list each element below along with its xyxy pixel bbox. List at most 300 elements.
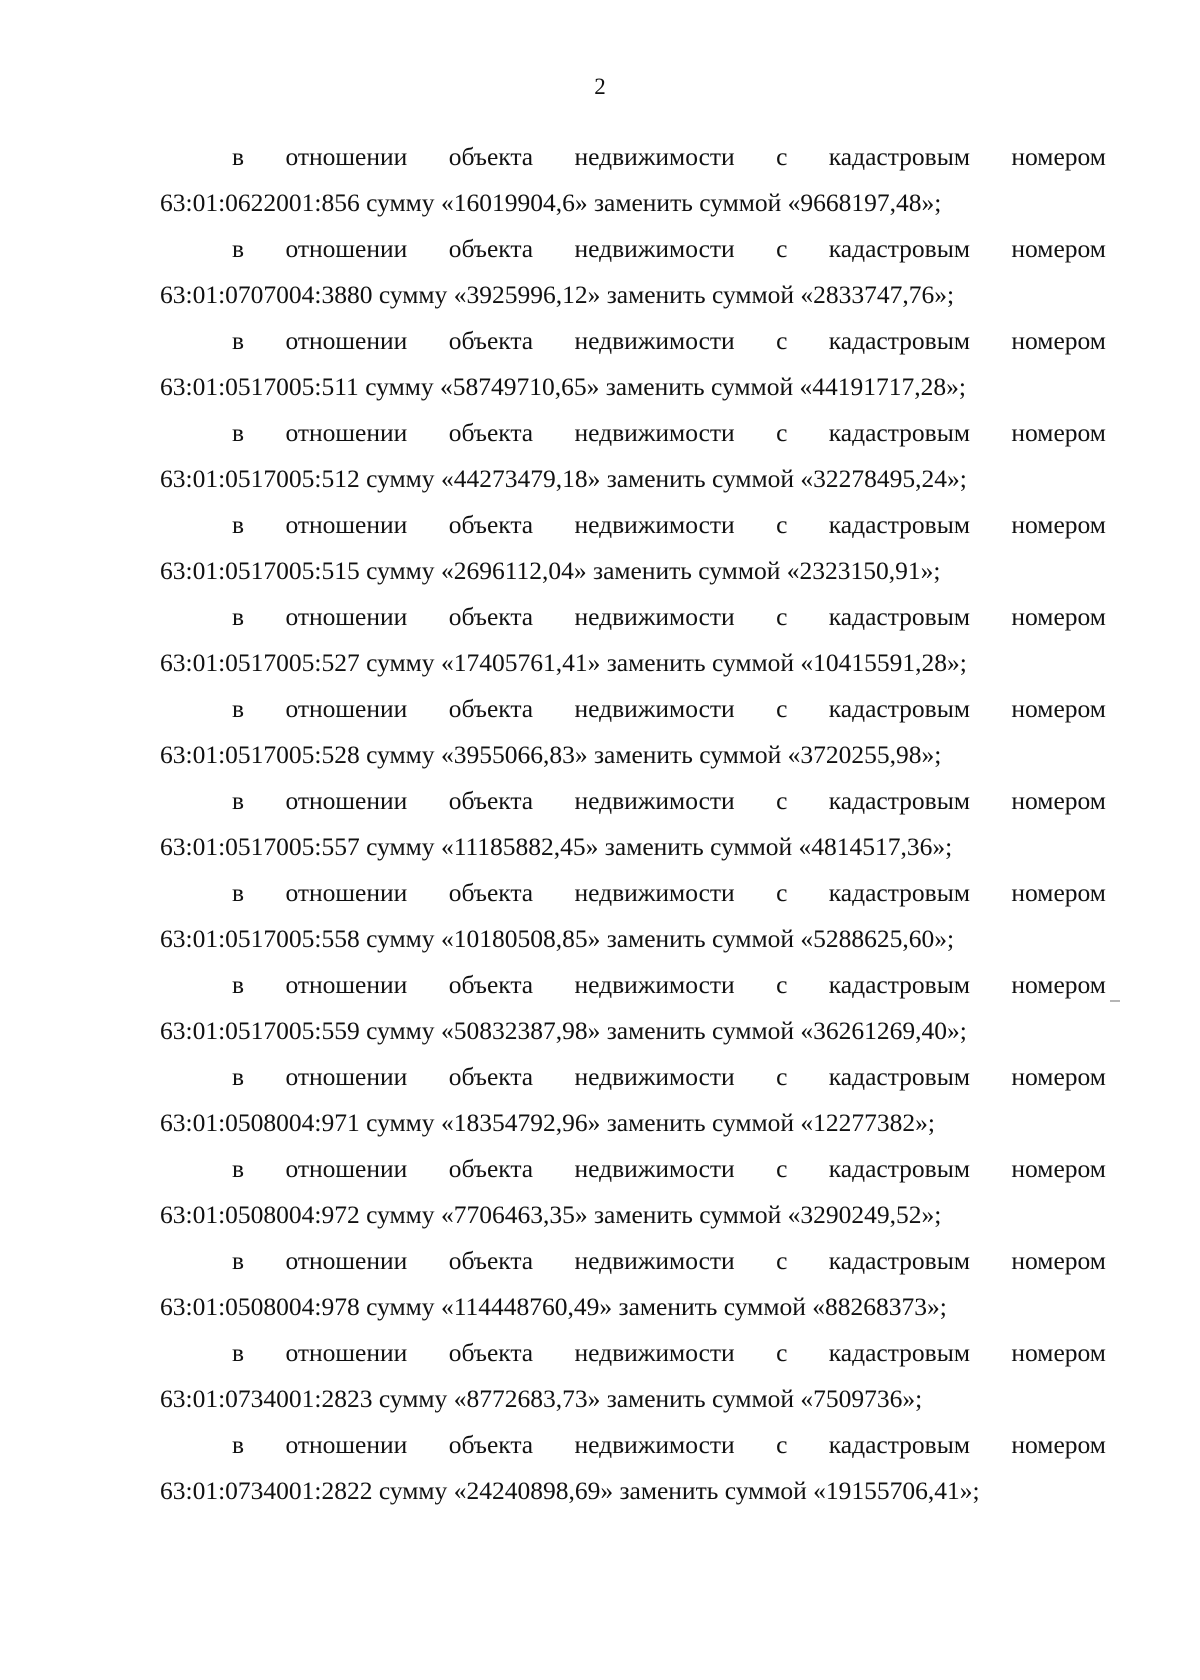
- cadastral-number: 63:01:0517005:559: [160, 1016, 360, 1045]
- clause-word: кадастровым: [828, 602, 970, 631]
- clause-word: объекта: [448, 234, 534, 263]
- new-amount: 4814517,36: [811, 832, 933, 861]
- sum-word: сумму: [366, 464, 435, 493]
- old-amount: 58749710,65: [452, 372, 587, 401]
- clause-word: недвижимости: [574, 694, 735, 723]
- clause-word: недвижимости: [574, 786, 735, 815]
- clause-word: кадастровым: [828, 418, 970, 447]
- paragraph-first-line: [160, 1238, 1106, 1284]
- old-amount: 114448760,49: [453, 1292, 600, 1321]
- end-mark: ;: [947, 924, 955, 953]
- clause-word: отношении: [285, 602, 408, 631]
- replace-phrase: заменить суммой: [593, 740, 782, 769]
- end-mark: ;: [939, 1292, 947, 1321]
- clause-word: номером: [1011, 786, 1106, 815]
- sum-word: сумму: [366, 832, 435, 861]
- end-mark: ;: [959, 1016, 967, 1045]
- open-quote: «: [813, 1476, 826, 1505]
- replace-phrase: заменить суммой: [606, 464, 795, 493]
- replace-phrase: заменить суммой: [606, 648, 795, 677]
- open-quote: «: [800, 280, 814, 309]
- paragraph-second-line: [160, 916, 1106, 962]
- clause-word: номером: [1011, 1338, 1106, 1367]
- end-mark: ;: [959, 464, 967, 493]
- open-quote: «: [800, 464, 814, 493]
- close-quote: »: [586, 372, 600, 401]
- amendment-paragraph: [160, 1330, 1106, 1422]
- open-quote: «: [800, 1016, 814, 1045]
- clause-word: кадастровым: [828, 1430, 970, 1459]
- clause-word: объекта: [448, 1430, 534, 1459]
- clause-word: с: [776, 970, 788, 999]
- clause-word: объекта: [448, 878, 534, 907]
- open-quote: «: [440, 832, 454, 861]
- close-quote: »: [574, 188, 588, 217]
- sum-word: сумму: [366, 1108, 435, 1137]
- open-quote: «: [440, 924, 454, 953]
- replace-phrase: заменить суммой: [604, 832, 793, 861]
- amendment-paragraph: [160, 1146, 1106, 1238]
- clause-word: недвижимости: [574, 1154, 735, 1183]
- clause-word: с: [776, 1062, 788, 1091]
- close-quote: »: [574, 1200, 588, 1229]
- amendment-paragraph: [160, 318, 1106, 410]
- replace-phrase: заменить суммой: [619, 1476, 807, 1505]
- replace-phrase: заменить суммой: [606, 924, 795, 953]
- clause-word: объекта: [448, 418, 534, 447]
- cadastral-number: 63:01:0517005:512: [160, 464, 360, 493]
- cadastral-number: 63:01:0734001:2822: [160, 1476, 373, 1505]
- open-quote: «: [799, 372, 813, 401]
- paragraph-first-line: [160, 318, 1106, 364]
- paragraph-first-line: [160, 594, 1106, 640]
- cadastral-number: 63:01:0517005:557: [160, 832, 360, 861]
- open-quote: «: [453, 280, 467, 309]
- clause-word: недвижимости: [574, 1338, 735, 1367]
- sum-word: сумму: [366, 648, 435, 677]
- clause-word: номером: [1011, 694, 1106, 723]
- clause-word: отношении: [285, 234, 408, 263]
- clause-word: с: [776, 142, 788, 171]
- cadastral-number: 63:01:0517005:527: [160, 648, 360, 677]
- clause-word: отношении: [285, 418, 408, 447]
- clause-word: кадастровым: [828, 878, 970, 907]
- clause-word: недвижимости: [574, 1062, 735, 1091]
- open-quote: «: [786, 556, 800, 585]
- replace-phrase: заменить суммой: [593, 556, 781, 585]
- cadastral-number: 63:01:0508004:978: [160, 1292, 360, 1321]
- clause-word: номером: [1011, 1430, 1106, 1459]
- clause-word: кадастровым: [828, 1062, 970, 1091]
- open-quote: «: [800, 1108, 814, 1137]
- clause-word: в: [232, 142, 245, 171]
- end-mark: ;: [934, 1200, 942, 1229]
- clause-word: в: [232, 602, 245, 631]
- clause-word: кадастровым: [828, 786, 970, 815]
- cadastral-number: 63:01:0517005:558: [160, 924, 360, 953]
- clause-word: кадастровым: [828, 142, 970, 171]
- clause-word: в: [232, 1246, 245, 1275]
- clause-word: объекта: [448, 1062, 534, 1091]
- old-amount: 7706463,35: [453, 1200, 575, 1229]
- cadastral-number: 63:01:0517005:511: [160, 372, 359, 401]
- close-quote: »: [587, 1108, 601, 1137]
- clause-word: недвижимости: [574, 1430, 735, 1459]
- old-amount: 17405761,41: [453, 648, 588, 677]
- sum-word: сумму: [366, 1292, 435, 1321]
- paragraph-second-line: [160, 824, 1106, 870]
- paragraph-second-line: [160, 1468, 1106, 1514]
- open-quote: «: [787, 740, 801, 769]
- clause-word: отношении: [285, 326, 408, 355]
- clause-word: отношении: [285, 510, 408, 539]
- open-quote: «: [440, 464, 454, 493]
- open-quote: «: [798, 832, 812, 861]
- clause-word: с: [776, 418, 788, 447]
- amendment-paragraph: [160, 594, 1106, 686]
- clause-word: отношении: [285, 970, 408, 999]
- replace-phrase: заменить суммой: [606, 1108, 795, 1137]
- old-amount: 44273479,18: [453, 464, 588, 493]
- clause-word: объекта: [448, 1246, 534, 1275]
- clause-word: номером: [1011, 234, 1106, 263]
- close-quote: »: [926, 1292, 940, 1321]
- end-mark: ;: [915, 1384, 923, 1413]
- end-mark: ;: [947, 280, 955, 309]
- cadastral-number: 63:01:0517005:515: [160, 556, 360, 585]
- cadastral-number: 63:01:0707004:3880: [160, 280, 373, 309]
- paragraph-first-line: [160, 1422, 1106, 1468]
- clause-word: кадастровым: [828, 510, 970, 539]
- close-quote: »: [920, 556, 934, 585]
- close-quote: »: [921, 188, 935, 217]
- clause-word: номером: [1011, 1154, 1106, 1183]
- clause-word: объекта: [448, 510, 534, 539]
- old-amount: 50832387,98: [453, 1016, 588, 1045]
- old-amount: 2696112,04: [453, 556, 574, 585]
- new-amount: 3290249,52: [800, 1200, 922, 1229]
- clause-word: объекта: [448, 970, 534, 999]
- open-quote: «: [787, 1200, 801, 1229]
- new-amount: 3720255,98: [800, 740, 922, 769]
- clause-word: отношении: [285, 142, 408, 171]
- replace-phrase: заменить суммой: [606, 1016, 795, 1045]
- end-mark: ;: [959, 648, 967, 677]
- amendment-paragraph: [160, 502, 1106, 594]
- cadastral-number: 63:01:0622001:856: [160, 188, 360, 217]
- clause-word: недвижимости: [574, 970, 735, 999]
- scan-mark: [1110, 1000, 1120, 1002]
- close-quote: »: [947, 648, 960, 677]
- clause-word: номером: [1011, 1062, 1106, 1091]
- sum-word: сумму: [366, 1200, 435, 1229]
- clause-word: в: [232, 786, 245, 815]
- cadastral-number: 63:01:0517005:528: [160, 740, 360, 769]
- paragraph-first-line: [160, 1330, 1106, 1376]
- open-quote: «: [440, 1200, 454, 1229]
- paragraph-first-line: [160, 870, 1106, 916]
- close-quote: »: [921, 1200, 935, 1229]
- sum-word: сумму: [378, 1476, 448, 1505]
- clause-word: с: [776, 326, 788, 355]
- clause-word: номером: [1011, 970, 1106, 999]
- paragraph-second-line: [160, 1008, 1106, 1054]
- clause-word: кадастровым: [828, 234, 970, 263]
- paragraph-first-line: [160, 226, 1106, 272]
- open-quote: «: [440, 1108, 454, 1137]
- clause-word: номером: [1011, 418, 1106, 447]
- end-mark: ;: [934, 740, 942, 769]
- paragraph-second-line: [160, 1100, 1106, 1146]
- open-quote: «: [440, 1292, 454, 1321]
- new-amount: 36261269,40: [813, 1016, 948, 1045]
- sum-word: сумму: [366, 924, 435, 953]
- clause-word: объекта: [448, 142, 534, 171]
- open-quote: «: [453, 1384, 467, 1413]
- cadastral-number: 63:01:0508004:972: [160, 1200, 360, 1229]
- old-amount: 8772683,73: [466, 1384, 588, 1413]
- paragraph-first-line: [160, 1054, 1106, 1100]
- open-quote: «: [800, 924, 814, 953]
- sum-word: сумму: [378, 280, 448, 309]
- clause-word: в: [232, 1062, 245, 1091]
- open-quote: «: [440, 740, 454, 769]
- new-amount: 44191717,28: [812, 372, 947, 401]
- clause-word: недвижимости: [574, 326, 735, 355]
- close-quote: »: [587, 1384, 601, 1413]
- amendment-paragraph: [160, 226, 1106, 318]
- replace-phrase: заменить суммой: [593, 1200, 782, 1229]
- open-quote: «: [787, 188, 801, 217]
- clause-word: в: [232, 326, 245, 355]
- close-quote: »: [921, 740, 935, 769]
- new-amount: 10415591,28: [813, 648, 948, 677]
- clause-word: недвижимости: [574, 602, 735, 631]
- close-quote: »: [947, 1016, 960, 1045]
- close-quote: »: [587, 280, 601, 309]
- clause-word: в: [232, 510, 245, 539]
- end-mark: ;: [927, 1108, 936, 1137]
- paragraph-first-line: [160, 134, 1106, 180]
- old-amount: 24240898,69: [466, 1476, 601, 1505]
- clause-word: в: [232, 878, 245, 907]
- close-quote: »: [585, 832, 599, 861]
- clause-word: номером: [1011, 510, 1106, 539]
- close-quote: »: [587, 648, 601, 677]
- open-quote: «: [440, 648, 454, 677]
- amendment-paragraph: [160, 962, 1106, 1054]
- clause-word: кадастровым: [828, 1246, 970, 1275]
- clause-word: в: [232, 694, 245, 723]
- new-amount: 19155706,41: [825, 1476, 960, 1505]
- amendment-paragraph: [160, 1054, 1106, 1146]
- paragraph-second-line: [160, 640, 1106, 686]
- clause-word: недвижимости: [574, 510, 735, 539]
- clause-word: номером: [1011, 326, 1106, 355]
- close-quote: »: [587, 924, 601, 953]
- close-quote: »: [573, 556, 587, 585]
- clause-word: с: [776, 602, 788, 631]
- sum-word: сумму: [366, 1016, 435, 1045]
- amendment-paragraph: [160, 778, 1106, 870]
- paragraph-second-line: [160, 548, 1106, 594]
- clause-word: с: [776, 694, 788, 723]
- old-amount: 3925996,12: [466, 280, 588, 309]
- close-quote: »: [587, 1016, 601, 1045]
- cadastral-number: 63:01:0508004:971: [160, 1108, 360, 1137]
- amendment-paragraph: [160, 134, 1106, 226]
- paragraph-list: [160, 134, 1106, 1514]
- new-amount: 2323150,91: [799, 556, 921, 585]
- end-mark: ;: [934, 188, 942, 217]
- clause-word: в: [232, 970, 245, 999]
- close-quote: »: [934, 280, 948, 309]
- clause-word: с: [776, 234, 788, 263]
- open-quote: «: [453, 1476, 467, 1505]
- clause-word: недвижимости: [574, 1246, 735, 1275]
- open-quote: «: [440, 556, 454, 585]
- clause-word: с: [776, 1430, 788, 1459]
- sum-word: сумму: [365, 372, 434, 401]
- amendment-paragraph: [160, 686, 1106, 778]
- old-amount: 18354792,96: [453, 1108, 588, 1137]
- clause-word: недвижимости: [574, 142, 735, 171]
- clause-word: в: [232, 1338, 245, 1367]
- close-quote: »: [959, 1476, 973, 1505]
- clause-word: отношении: [285, 1062, 408, 1091]
- close-quote: »: [600, 1476, 614, 1505]
- new-amount: 9668197,48: [800, 188, 922, 217]
- amendment-paragraph: [160, 1422, 1106, 1514]
- paragraph-first-line: [160, 410, 1106, 456]
- cadastral-number: 63:01:0734001:2823: [160, 1384, 373, 1413]
- open-quote: «: [812, 1292, 825, 1321]
- clause-word: отношении: [285, 1246, 408, 1275]
- end-mark: ;: [945, 832, 953, 861]
- open-quote: «: [800, 1384, 814, 1413]
- clause-word: с: [776, 1154, 788, 1183]
- new-amount: 5288625,60: [813, 924, 935, 953]
- sum-word: сумму: [366, 188, 435, 217]
- paragraph-second-line: [160, 1284, 1106, 1330]
- clause-word: недвижимости: [574, 418, 735, 447]
- clause-word: кадастровым: [828, 1154, 970, 1183]
- clause-word: с: [776, 510, 788, 539]
- clause-word: в: [232, 234, 245, 263]
- paragraph-second-line: [160, 1192, 1106, 1238]
- clause-word: с: [776, 878, 788, 907]
- new-amount: 88268373: [824, 1292, 927, 1321]
- clause-word: номером: [1011, 142, 1106, 171]
- clause-word: в: [232, 1154, 245, 1183]
- paragraph-first-line: [160, 962, 1106, 1008]
- close-quote: »: [946, 372, 959, 401]
- end-mark: ;: [958, 372, 966, 401]
- open-quote: «: [440, 188, 454, 217]
- new-amount: 2833747,76: [813, 280, 935, 309]
- close-quote: »: [599, 1292, 613, 1321]
- clause-word: отношении: [285, 694, 408, 723]
- old-amount: 3955066,83: [453, 740, 575, 769]
- paragraph-second-line: [160, 732, 1106, 778]
- end-mark: ;: [933, 556, 941, 585]
- clause-word: номером: [1011, 1246, 1106, 1275]
- paragraph-second-line: [160, 1376, 1106, 1422]
- paragraph-second-line: [160, 456, 1106, 502]
- replace-phrase: заменить суммой: [618, 1292, 806, 1321]
- old-amount: 11185882,45: [453, 832, 586, 861]
- amendment-paragraph: [160, 870, 1106, 962]
- clause-word: недвижимости: [574, 878, 735, 907]
- clause-word: номером: [1011, 602, 1106, 631]
- clause-word: отношении: [285, 1430, 408, 1459]
- clause-word: номером: [1011, 878, 1106, 907]
- amendment-paragraph: [160, 410, 1106, 502]
- clause-word: кадастровым: [828, 1338, 970, 1367]
- paragraph-second-line: [160, 272, 1106, 318]
- clause-word: с: [776, 786, 788, 815]
- clause-word: с: [776, 1338, 788, 1367]
- sum-word: сумму: [366, 740, 435, 769]
- clause-word: недвижимости: [574, 234, 735, 263]
- clause-word: объекта: [448, 1338, 534, 1367]
- clause-word: отношении: [285, 1154, 408, 1183]
- close-quote: »: [587, 464, 601, 493]
- open-quote: «: [440, 1016, 454, 1045]
- clause-word: отношении: [285, 878, 408, 907]
- clause-word: отношении: [285, 1338, 408, 1367]
- replace-phrase: заменить суммой: [605, 372, 794, 401]
- close-quote: »: [932, 832, 946, 861]
- clause-word: с: [776, 1246, 788, 1275]
- paragraph-first-line: [160, 778, 1106, 824]
- amendment-paragraph: [160, 1238, 1106, 1330]
- new-amount: 7509736: [813, 1384, 903, 1413]
- paragraph-second-line: [160, 364, 1106, 410]
- replace-phrase: заменить суммой: [606, 1384, 795, 1413]
- clause-word: кадастровым: [828, 326, 970, 355]
- clause-word: объекта: [448, 694, 534, 723]
- replace-phrase: заменить суммой: [593, 188, 782, 217]
- clause-word: кадастровым: [828, 694, 970, 723]
- sum-word: сумму: [378, 1384, 448, 1413]
- paragraph-second-line: [160, 180, 1106, 226]
- open-quote: «: [800, 648, 814, 677]
- clause-word: в: [232, 1430, 245, 1459]
- close-quote: »: [902, 1384, 916, 1413]
- paragraph-first-line: [160, 502, 1106, 548]
- close-quote: »: [915, 1108, 928, 1137]
- page-number: 2: [594, 74, 606, 99]
- clause-word: объекта: [448, 786, 534, 815]
- new-amount: 32278495,24: [813, 464, 948, 493]
- old-amount: 16019904,6: [453, 188, 575, 217]
- paragraph-first-line: [160, 686, 1106, 732]
- sum-word: сумму: [366, 556, 435, 585]
- clause-word: объекта: [448, 602, 534, 631]
- paragraph-first-line: [160, 1146, 1106, 1192]
- clause-word: отношении: [285, 786, 408, 815]
- open-quote: «: [439, 372, 453, 401]
- clause-word: объекта: [448, 1154, 534, 1183]
- close-quote: »: [947, 464, 960, 493]
- clause-word: в: [232, 418, 245, 447]
- new-amount: 12277382: [813, 1108, 916, 1137]
- end-mark: ;: [972, 1476, 980, 1505]
- old-amount: 10180508,85: [453, 924, 588, 953]
- clause-word: кадастровым: [828, 970, 970, 999]
- close-quote: »: [934, 924, 948, 953]
